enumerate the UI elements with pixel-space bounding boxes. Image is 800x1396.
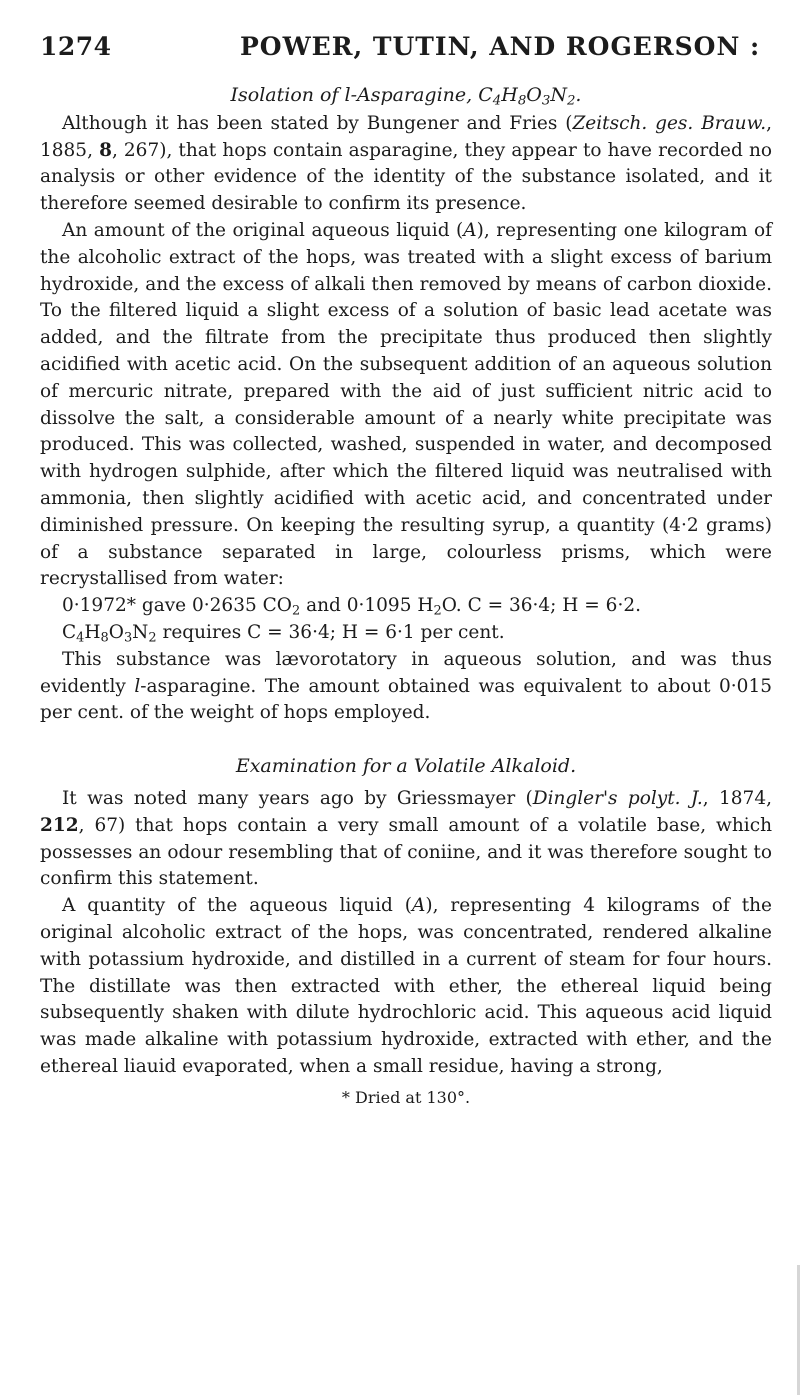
italic-prefix: l [134,675,141,697]
page-header [40,32,770,68]
text: Although it has been stated by Bungener and Fries ( [62,112,573,134]
text: This substance was lævorotatory in aqueous solution, and was thus evidently [40,648,772,697]
formula-sub: 3 [123,630,133,646]
formula-elem: N [132,621,149,643]
paragraph [40,786,772,893]
running-title: POWER, TUTIN, AND ROGERSON : [240,32,761,61]
analysis-result [40,593,772,620]
formula-elem: . [575,84,582,106]
text: -asparagine. The amount obtained was equivalent to about 0·015 per cent. of the weight of hops employed. [40,675,772,724]
section-heading-asparagine [40,80,772,109]
text: It was noted many years ago by Griessmayer ( [62,787,533,809]
heading-text: Isolation of l-Asparagine, C [230,84,493,106]
journal-ref: Dingler's polyt. J. [532,787,703,809]
formula-sub: 2 [433,603,442,619]
formula-elem: C [62,621,77,643]
formula-sub: 2 [566,93,576,109]
text: and 0·1095 H [300,595,434,617]
page-number: 1274 [40,32,112,61]
formula-sub: 8 [100,630,109,646]
liquid-label: A [412,895,426,917]
formula-elem: O [526,84,542,106]
volume-number: 212 [40,814,79,836]
text: , 1885, [40,112,773,161]
formula-elem: O [108,621,124,643]
formula-elem: H [501,84,518,106]
formula-elem: N [550,84,567,106]
formula-sub: 4 [76,630,85,646]
journal-ref: Zeitsch. ges. Brauw. [572,112,767,134]
text: ), representing one kilogram of the alcoholic extract of the hops, was treated with a slight excess of barium hydroxide, and the excess of alkali then removed by means of carbon dioxide. To the filtered liquid a slight excess of a solution of basic lead acetate was added, and the filtrate from the precipitate thus produced then slightly acidified with acetic acid. On the subsequent addition of an aqueous solution of mercuric nitrate, prepared with the aid of just sufficient nitric acid to dissolve the salt, a considerable amount of a nearly white precipitate was produced. This was collected, washed, suspended in water, and decomposed with hydrogen sulphide, after which the filtered liquid was neutralised with ammonia, then slightly acidified with acetic acid, and concentrated under diminished pressure. On keeping the resulting syrup, a quantity (4·2 grams) of a substance separated in large, colourless prisms, which were recrystallised from water: [40,219,772,590]
paragraph [40,893,772,1081]
text: 0·1972* gave 0·2635 CO [62,595,292,617]
formula-sub: 4 [492,93,502,109]
paragraph [40,218,772,593]
formula-sub: 3 [541,93,551,109]
formula-sub: 8 [517,93,527,109]
text: An amount of the original aqueous liquid ( [62,219,464,241]
volume-number: 8 [99,139,112,161]
text: O. C = 36·4; H = 6·2. [441,595,641,617]
section-heading-alkaloid: Examination for a Volatile Alkaloid. [235,755,577,778]
formula-elem: H [84,621,101,643]
text: ), representing 4 kilograms of the original alcoholic extract of the hops, was concentrated, rendered alkaline with potassium hydroxide, and distilled in a current of steam for four hours. The distillate was then extracted with ether, the ethereal liquid being subsequently shaken with dilute hydrochloric acid. This aqueous acid liquid was made alkaline with potassium hydroxide, extracted with ether, and the ethereal liauid evaporated, when a small residue, having a strong, [40,895,772,1077]
article-body [40,80,772,1111]
text: requires C = 36·4; H = 6·1 per cent. [156,621,505,643]
liquid-label: A [463,219,477,241]
footnote: * Dried at 130°. [341,1087,471,1107]
text: , 67) that hops contain a very small amount of a volatile base, which possesses an odour resembling that of coniine, and it was therefore sought to confirm this statement. [40,814,772,890]
analysis-requirement [40,620,772,647]
paragraph [40,647,772,727]
formula-sub: 2 [291,603,301,619]
text: A quantity of the aqueous liquid ( [62,895,412,917]
paragraph [40,111,772,218]
text: , 267), that hops contain asparagine, they appear to have recorded no analysis or other evidence of the identity of the substance isolated, and it therefore seemed desirable to confirm its presence. [40,139,772,215]
text: , 1874, [702,787,772,809]
formula-sub: 2 [148,630,157,646]
